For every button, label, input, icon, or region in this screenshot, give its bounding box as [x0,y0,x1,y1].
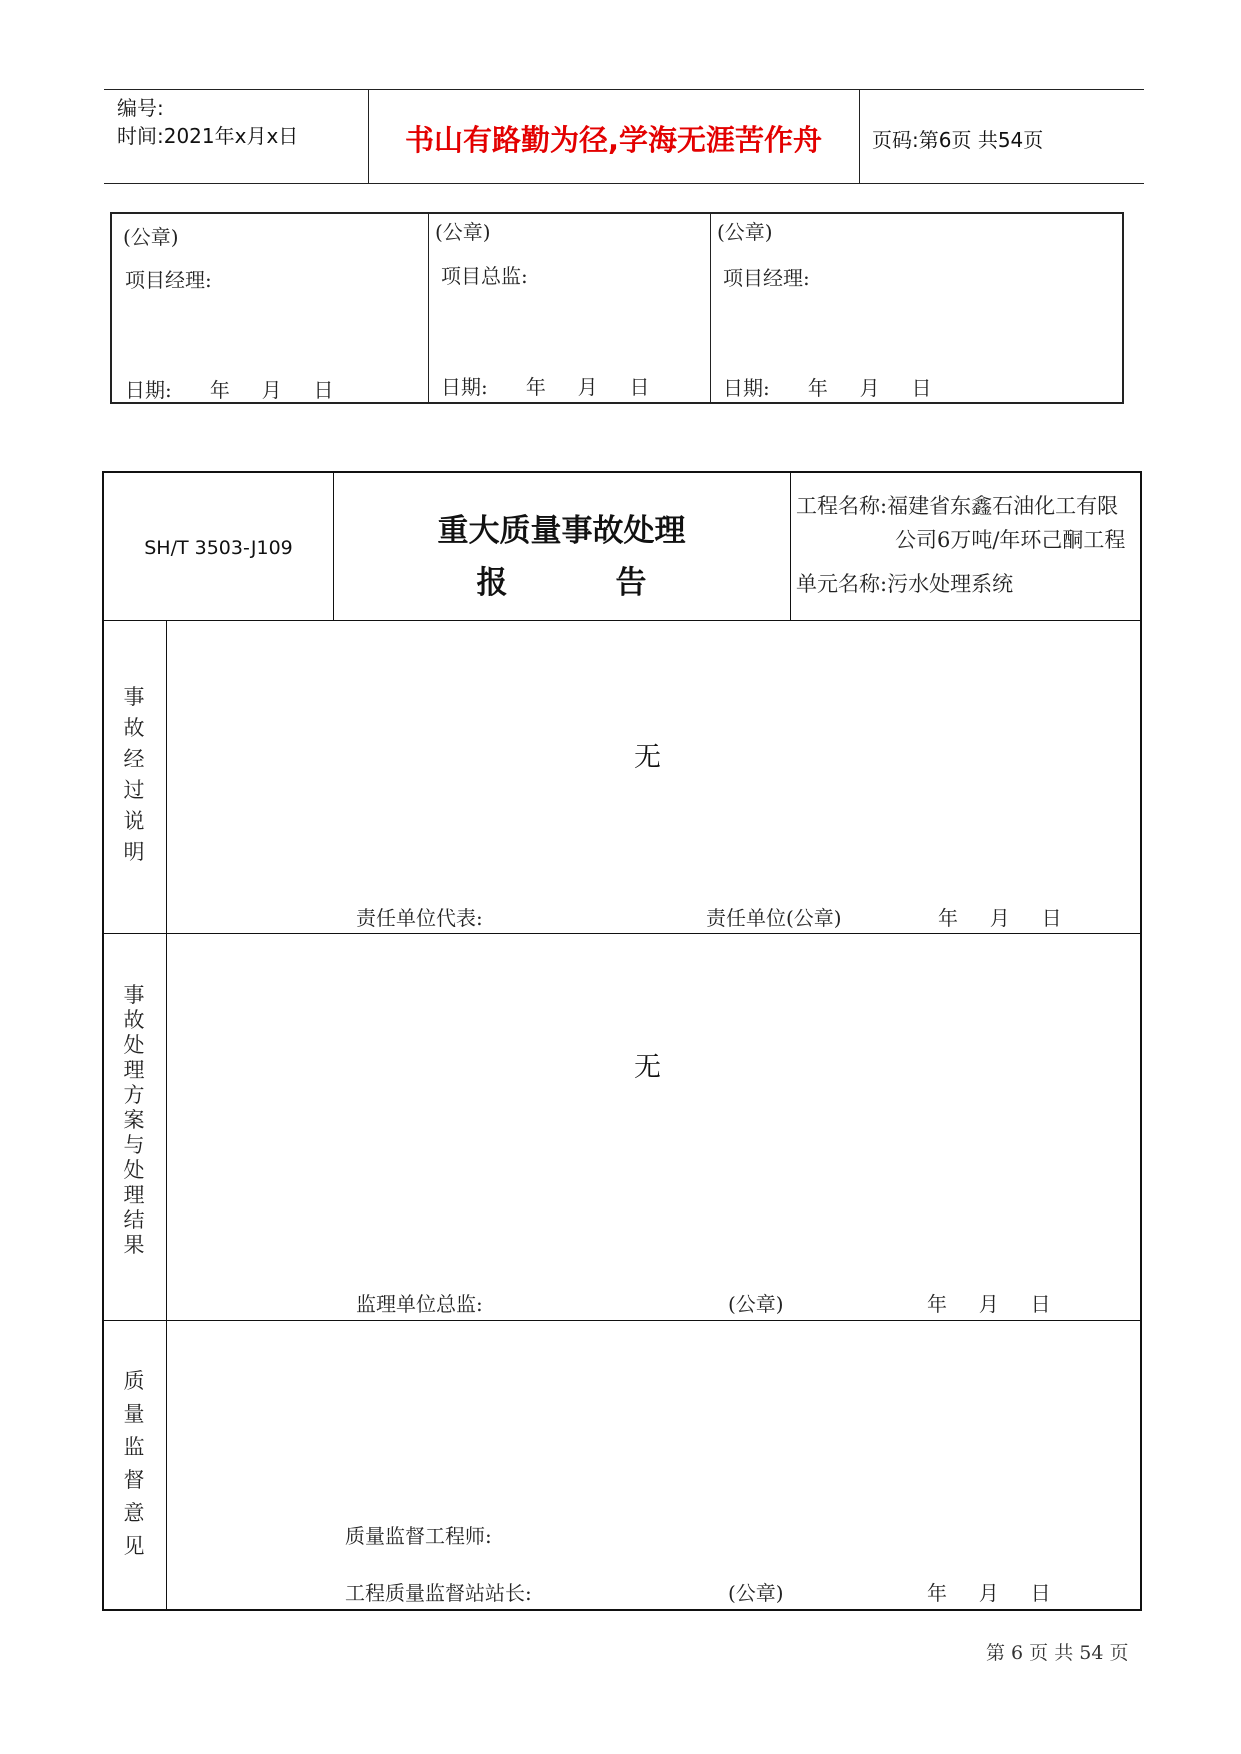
form-title: 重大质量事故处理 [437,513,686,549]
form-divider [102,1320,1142,1321]
form-divider [102,933,1142,934]
signature-date: 日期: 年 月 日 [125,378,334,402]
section-date: 年 月 日 [938,906,1062,930]
section-seal: (公章) [728,1292,784,1316]
project-name: 工程名称:福建省东鑫石油化工有限 [796,494,1119,518]
header-motto: 书山有路勤为径,学海无涯苦作舟 [404,123,823,157]
section-label: 事 故 经 过 说 明 [123,685,145,864]
signature-role: 项目总监: [441,264,528,288]
page-footer: 第 6 页 共 54 页 [986,1642,1129,1664]
signature-divider [428,212,429,404]
section-signer-chief: 工程质量监督站站长: [345,1581,532,1605]
signature-role: 项目经理: [723,266,810,290]
section-date: 年 月 日 [927,1581,1051,1605]
section-seal: 责任单位(公章) [706,906,842,930]
signature-role: 项目经理: [125,268,212,292]
signature-seal: (公章) [123,225,179,249]
section-label: 质 量 监 督 意 见 [123,1369,145,1558]
section-signer: 监理单位总监: [356,1292,483,1316]
form-divider [166,620,167,1611]
form-code: SH/T 3503-J109 [144,537,293,559]
form-divider [790,471,791,621]
header-number-label: 编号: [117,96,164,120]
form-divider [102,620,1142,621]
header-top-rule [104,89,1144,90]
signature-seal: (公章) [435,220,491,244]
header-page-label: 页码:第6页 共54页 [872,128,1044,152]
signature-divider [710,212,711,404]
signature-date: 日期: 年 月 日 [441,375,650,399]
section-label: 事 故 处 理 方 案 与 处 理 结 果 [123,983,145,1257]
accident-report-form [102,471,1142,1611]
section-signer: 责任单位代表: [356,906,483,930]
section-signer: 质量监督工程师: [345,1524,492,1548]
project-name-continued: 公司6万吨/年环己酮工程 [895,528,1126,552]
signature-date: 日期: 年 月 日 [723,376,932,400]
header-time-label: 时间:2021年x月x日 [117,124,299,148]
section-value: 无 [634,1052,661,1083]
form-title-sub: 报 告 [476,565,647,601]
header-divider [859,89,860,183]
header-bottom-rule [104,183,1144,184]
unit-name: 单元名称:污水处理系统 [796,572,1014,596]
section-date: 年 月 日 [927,1292,1051,1316]
section-seal: (公章) [728,1581,784,1605]
signature-seal: (公章) [717,220,773,244]
section-value: 无 [634,742,661,773]
